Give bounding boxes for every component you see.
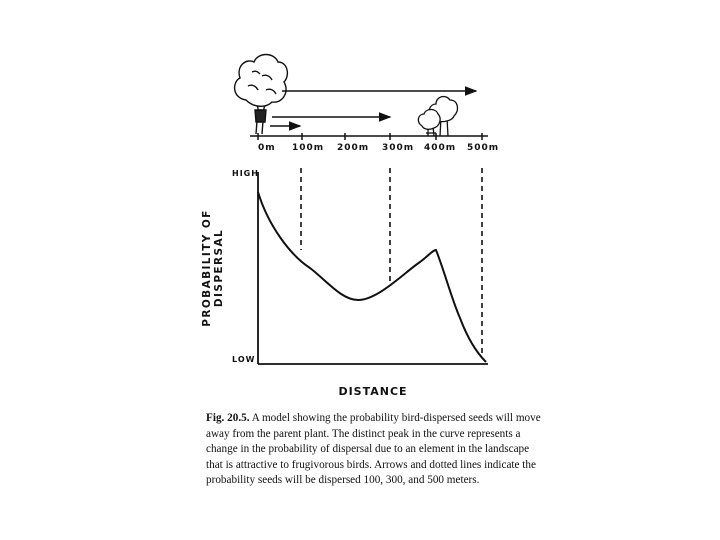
high-label: HIGH [232,169,259,178]
attractive-trees-icon [418,97,457,136]
y-axis-label: PROBABILITY OF DISPERSAL [201,209,225,327]
figure-caption [206,411,546,489]
caption-text: A model showing the probability bird-dispersed seeds will move away from the parent plant. The distinct peak in the curve represents a change in the probability of dispersal due to an element in the landscape that is attractive to frugivorous birds. Arrows and dotted lines indicate the probability seeds will be dispersed 100, 300, and 500 meters. [206,412,541,487]
probability-curve [258,192,486,362]
distance-scale [250,133,488,140]
graph-axes [258,172,488,364]
parent-tree-icon [235,55,288,135]
x-axis-label: DISTANCE [338,385,408,398]
distance-label-0m: 0m [258,143,276,153]
distance-label-200m: 200m [337,143,370,153]
caption-figure-number: Fig. 20.5. [206,412,250,424]
low-label: LOW [232,355,256,364]
distance-label-100m: 100m [292,143,325,153]
distance-label-300m: 300m [382,143,415,153]
dotted-lines [301,168,482,355]
distance-label-500m: 500m [467,143,500,153]
distance-label-400m: 400m [424,143,457,153]
